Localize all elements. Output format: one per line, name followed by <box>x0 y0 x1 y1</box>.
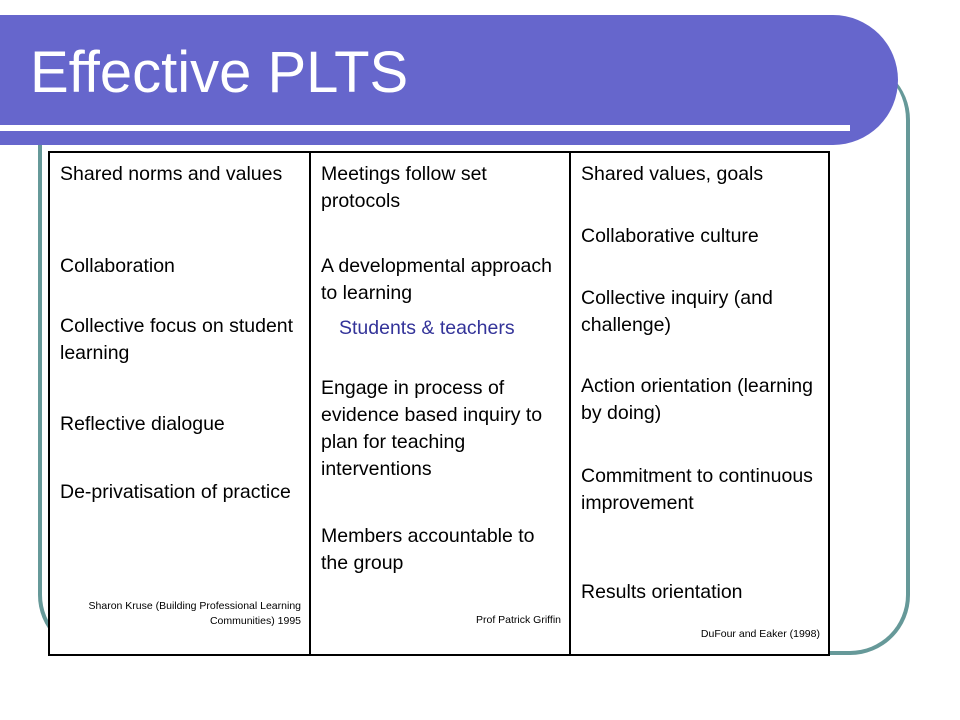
list-item: Collaboration <box>60 255 175 277</box>
citation: Prof Patrick Griffin <box>476 614 561 626</box>
citation: DuFour and Eaker (1998) <box>700 628 820 640</box>
list-item: Meetings follow set protocols <box>321 163 487 212</box>
list-item: Collaborative culture <box>581 225 759 247</box>
plts-table <box>48 151 830 656</box>
list-item: Members accountable to the group <box>321 525 535 574</box>
list-item: Shared values, goals <box>581 163 764 185</box>
citation: Sharon Kruse (Building Professional Learning Communities) 1995 <box>88 600 301 627</box>
list-item: Collective inquiry (and challenge) <box>581 287 773 336</box>
column-kruse <box>50 153 311 654</box>
list-item: A developmental approach to learning <box>321 255 552 304</box>
list-item: De-privatisation of practice <box>60 481 291 503</box>
column-griffin <box>311 153 571 654</box>
title-underline <box>0 125 850 131</box>
list-item: Reflective dialogue <box>60 413 225 435</box>
list-item: Action orientation (learning by doing) <box>581 375 813 424</box>
list-item: Commitment to continuous improvement <box>581 465 813 514</box>
list-item: Results orientation <box>581 581 743 603</box>
list-item: Shared norms and values <box>60 163 283 185</box>
slide-title: Effective PLTS <box>30 40 409 105</box>
list-item-highlight: Students & teachers <box>339 317 515 339</box>
list-item: Engage in process of evidence based inquiry to plan for teaching interventions <box>321 377 543 480</box>
column-dufour <box>571 153 828 654</box>
list-item: Collective focus on student learning <box>60 315 294 364</box>
